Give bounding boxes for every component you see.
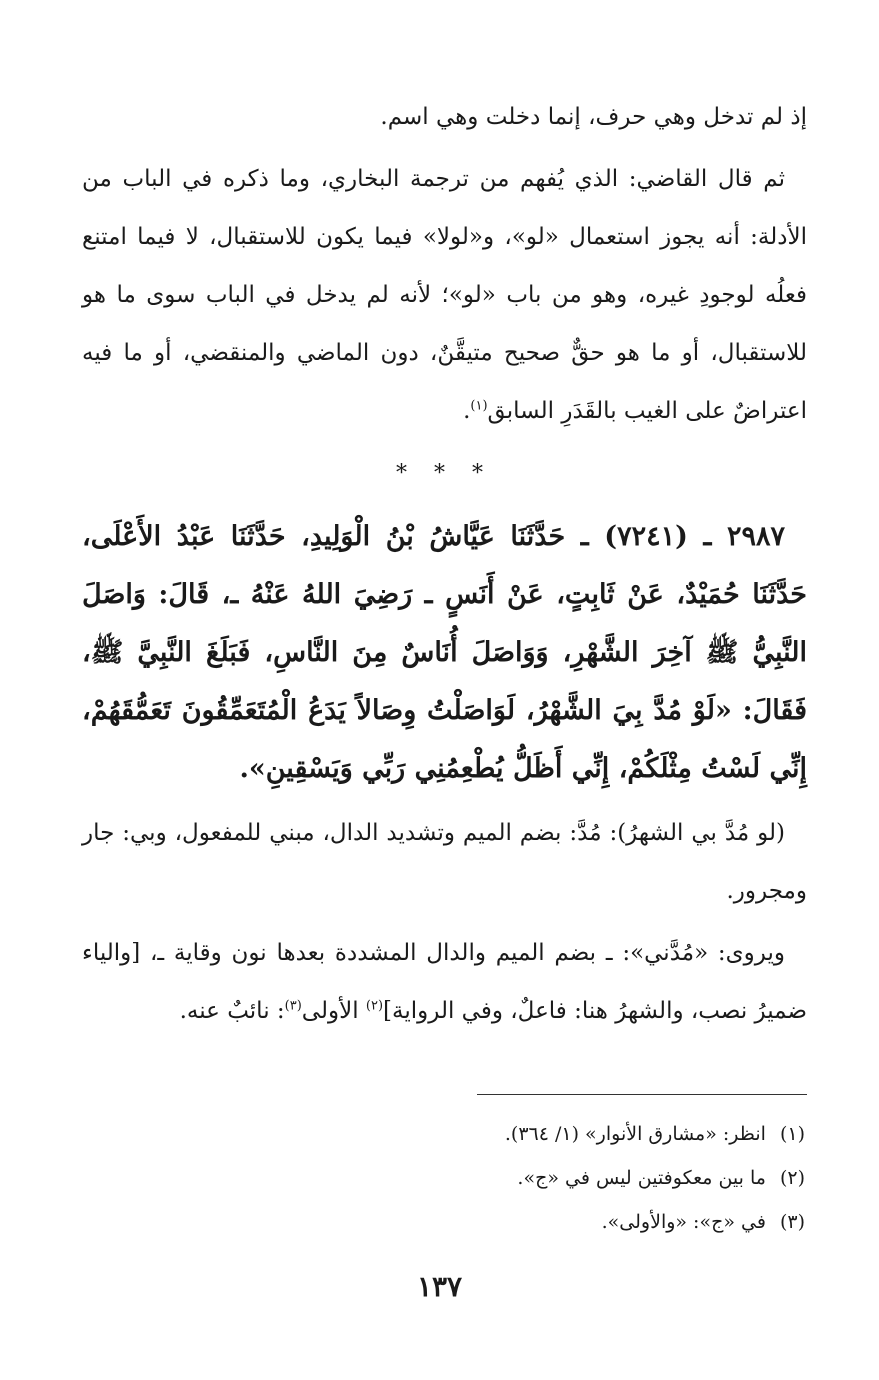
paragraph-4	[82, 924, 807, 1040]
page-number: ١٣٧	[416, 1270, 463, 1303]
footnote-item	[82, 1200, 805, 1244]
paragraph-2-end: .	[463, 398, 471, 424]
footnote-ref-2: (٢)	[365, 998, 384, 1014]
hadith-text	[82, 508, 807, 798]
footnote-number: (١)	[779, 1123, 805, 1145]
footnote-text: انظر: «مشارق الأنوار» (١/ ٣٦٤).	[504, 1123, 766, 1145]
footnote-item	[82, 1112, 805, 1156]
footnotes	[82, 1112, 805, 1244]
paragraph-2	[82, 150, 807, 440]
footnote-item	[82, 1156, 805, 1200]
footnote-number: (٣)	[779, 1211, 805, 1233]
footnote-text: في «ج»: «والأولى».	[601, 1211, 766, 1233]
section-separator: * * *	[396, 461, 493, 486]
footnote-ref-3: (٣)	[284, 998, 302, 1014]
paragraph-4-text-b: الأولى	[301, 998, 366, 1024]
footnote-number: (٢)	[779, 1167, 805, 1189]
paragraph-4-text-a: ويروى: «مُدَّني»: ـ بضم الميم والدال المشددة بعدها نون وقاية ـ، [والياء ضميرُ نصب، والشهرُ هنا: فاعلٌ، وفي الرواية]	[82, 940, 807, 1024]
paragraph-1	[82, 88, 807, 146]
hadith-body: ٢٩٨٧ ـ (٧٢٤١) ـ حَدَّثَنَا عَيَّاشُ بْنُ الْوَلِيدِ، حَدَّثَنَا عَبْدُ الأَعْلَى، حَدَّثَنَا حُمَيْدٌ، عَنْ ثَابِتٍ، عَنْ أَنَسٍ ـ رَضِيَ اللهُ عَنْهُ ـ، قَالَ: وَاصَلَ النَّبِيُّ ﷺ آخِرَ الشَّهْرِ، وَوَاصَلَ أُنَاسٌ مِنَ النَّاسِ، فَبَلَغَ النَّبِيَّ ﷺ، فَقَالَ: «لَوْ مُدَّ بِيَ الشَّهْرُ، لَوَاصَلْتُ وِصَالاً يَدَعُ الْمُتَعَمِّقُونَ تَعَمُّقَهُمْ، إِنِّي لَسْتُ مِثْلَكُمْ، إِنِّي أَظَلُّ يُطْعِمُنِي رَبِّي وَيَسْقِينِ».	[82, 521, 807, 784]
footnote-text: ما بين معكوفتين ليس في «ج».	[517, 1167, 766, 1189]
paragraph-4-text-c: : نائبٌ عنه.	[179, 998, 285, 1024]
main-text	[82, 88, 807, 1040]
paragraph-1-text: إذ لم تدخل وهي حرف، إنما دخلت وهي اسم.	[380, 104, 807, 130]
footnote-ref-1: (١)	[470, 398, 488, 414]
paragraph-3-text: (لو مُدَّ بي الشهرُ): مُدَّ: بضم الميم وتشديد الدال، مبني للمفعول، وبي: جار ومجرور.	[82, 820, 807, 904]
paragraph-2-text: ثم قال القاضي: الذي يُفهم من ترجمة البخاري، وما ذكره في الباب من الأدلة: أنه يجوز استعمال «لو»، و«لولا» فيما يكون للاستقبال، لا فيما امتنع فعلُه لوجودِ غيره، وهو من باب «لو»؛ لأنه لم يدخل في الباب سوى ما هو للاستقبال، أو ما هو حقٌّ صحيح متيقَّنٌ، دون الماضي والمنقضي، أو ما فيه اعتراضٌ على الغيب بالقَدَرِ السابق	[82, 166, 807, 424]
paragraph-3	[82, 804, 807, 920]
footnote-divider	[477, 1094, 807, 1095]
